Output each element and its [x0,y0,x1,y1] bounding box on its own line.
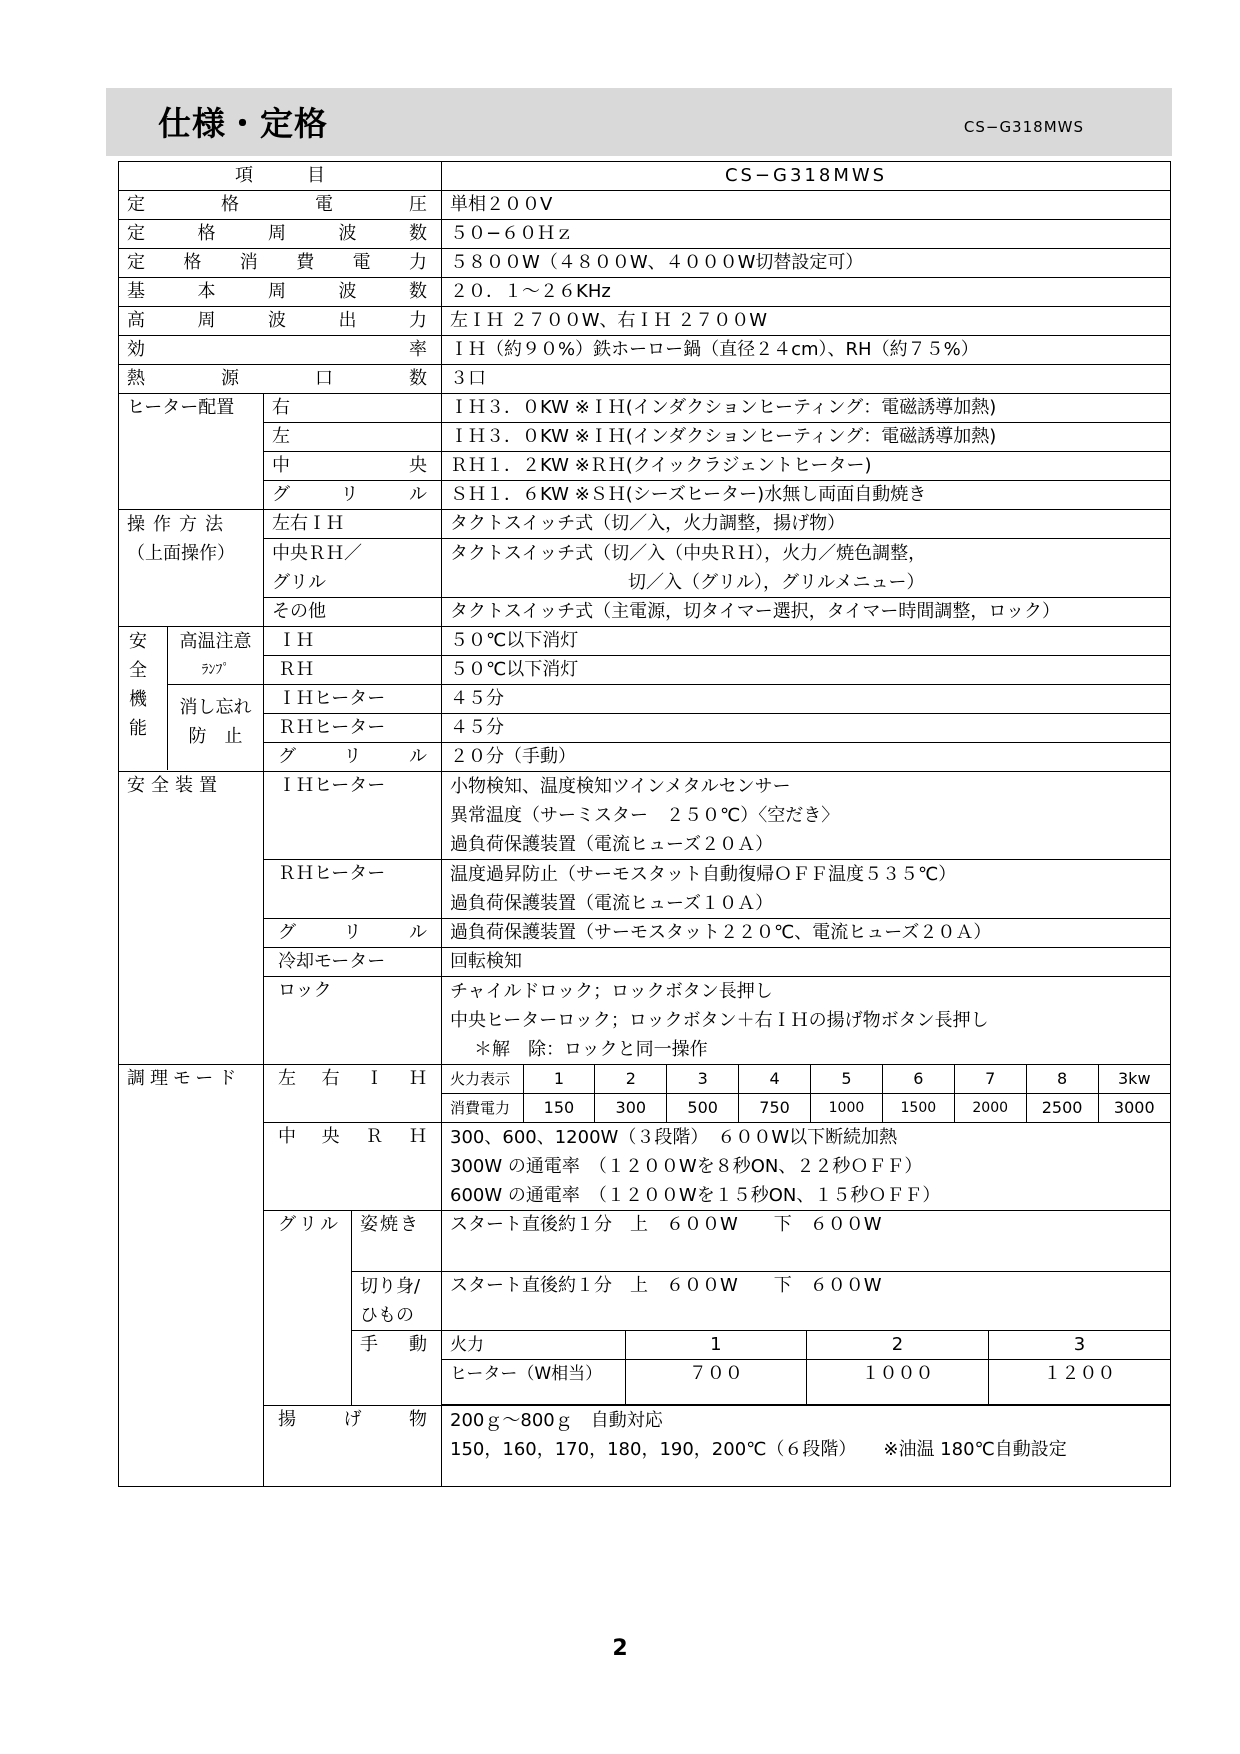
level-cell: 4 [739,1065,811,1094]
row-sublabel: 左 [264,423,442,452]
row-sublabel: グリル [264,481,442,510]
row-value: 過負荷保護装置（サーモスタット２２０℃、電流ヒューズ２０Ａ） [442,919,1171,948]
row-sublabel: グリル [264,919,442,948]
manual-watt-label: ヒーター（W相当） [442,1360,625,1405]
page-header [106,88,1172,156]
row-value: タクトスイッチ式（切／入，火力調整，揚げ物） [442,510,1171,539]
row-value: ５０−６０Ｈｚ [442,220,1171,249]
watt-label: 消費電力 [442,1094,523,1123]
manual-power-cell [442,1331,1171,1406]
header-item: 項 目 [119,162,442,191]
row-value: ３口 [442,365,1171,394]
row-sublabel: ＲＨ [264,656,442,685]
row-sublabel: ＩＨ [264,627,442,656]
row-value [442,860,1171,919]
value-line: 300、600、1200W（３段階） ６００W以下断続加熱 [450,1127,898,1148]
header-value: CS−G318MWS [442,162,1171,191]
value-line: 温度過昇防止（サーモスタット自動復帰ＯＦＦ温度５３５℃） [450,864,957,885]
table-row [119,365,1171,394]
table-row [119,1211,1171,1272]
level-row [442,1065,1170,1094]
row-value: 単相２００V [442,191,1171,220]
manual-level-cell: 1 [625,1331,807,1360]
row-sublabel: 手動 [352,1331,442,1406]
safety-dev-label: 安全装置 [119,772,264,1065]
row-sublabel: 左右ＩＨ [264,510,442,539]
watt-cell: 1000 [811,1094,883,1123]
safety-func-char: 安 [129,631,147,652]
watt-row [442,1094,1170,1123]
off-label: 消し忘れ [179,697,252,718]
row-value: タクトスイッチ式（主電源，切タイマー選択，タイマー時間調整，ロック） [442,598,1171,627]
table-row [119,919,1171,948]
row-value: ２０分（手動） [442,743,1171,772]
table-row [119,481,1171,510]
row-value [442,539,1171,598]
row-value: 左ＩＨ ２７００W、右ＩＨ ２７００W [442,307,1171,336]
row-sublabel: 揚げ物 [264,1406,442,1487]
row-sublabel [264,539,442,598]
level-cell: 6 [882,1065,954,1094]
value-line: 過負荷保護装置（電流ヒューズ２０Ａ） [450,834,774,855]
safety-func-label [119,627,264,772]
row-value: ４５分 [442,685,1171,714]
level-label: 火力表示 [442,1065,523,1094]
value-line: チャイルドロック；ロックボタン長押し [450,981,773,1002]
table-row [119,714,1171,743]
sublabel-line: 切り身/ [360,1276,421,1297]
row-value: ４５分 [442,714,1171,743]
table-row [119,423,1171,452]
sublabel-line: グリル [272,572,326,593]
watt-cell: 750 [739,1094,811,1123]
row-label: 基本周波数 [119,278,442,307]
watt-cell: 2000 [954,1094,1026,1123]
table-row [119,948,1171,977]
value-line: 600W の通電率 （１２００Wを１５秒ON、１５秒ＯＦＦ） [450,1185,941,1206]
row-sublabel: グリル [264,743,442,772]
table-row [119,336,1171,365]
level-cell: 7 [954,1065,1026,1094]
row-value [442,772,1171,860]
watt-cell: 1500 [882,1094,954,1123]
watt-cell: 3000 [1098,1094,1170,1123]
table-row [119,394,1171,423]
value-line: 300W の通電率 （１２００Wを８秒ON、２２秒ＯＦＦ） [450,1156,923,1177]
row-label: 効率 [119,336,442,365]
table-row [119,860,1171,919]
lamp-label: 高温注意 [179,631,252,652]
table-row [119,278,1171,307]
table-row [119,772,1171,860]
operation-label [119,510,264,627]
value-line: 過負荷保護装置（電流ヒューズ１０Ａ） [450,893,774,914]
row-sublabel: 左右ＩＨ [264,1065,442,1123]
row-sublabel: 冷却モーター [264,948,442,977]
level-cell: 1 [523,1065,595,1094]
row-sublabel: ロック [264,977,442,1065]
header-model: CS−G318MWS [963,118,1084,136]
lamp-label: ﾗﾝﾌﾟ [201,662,230,678]
safety-func-char: 機 [129,689,147,710]
watt-cell: 2500 [1026,1094,1098,1123]
row-sublabel: ＲＨヒーター [264,860,442,919]
level-cell: 2 [595,1065,667,1094]
safety-func-char: 全 [129,660,147,681]
row-value: ５０℃以下消灯 [442,656,1171,685]
row-sublabel: 右 [264,394,442,423]
row-value: ＩＨ３．０KW ※ＩＨ(インダクションヒーティング：電磁誘導加熱) [442,423,1171,452]
row-sublabel: ＩＨヒーター [264,685,442,714]
manual-level-row [442,1331,1170,1360]
row-sublabel: ＩＨヒーター [264,772,442,860]
watt-cell: 300 [595,1094,667,1123]
manual-level-label: 火力 [442,1331,625,1360]
heater-label: ヒーター配置 [119,394,264,510]
table-row [119,307,1171,336]
operation-label-1: 操作方法 [127,514,231,535]
safety-func-char: 能 [129,718,147,739]
value-line: タクトスイッチ式（切／入（中央ＲＨ），火力／焼色調整， [450,543,927,564]
sublabel-line: ひもの [360,1305,414,1326]
row-value: ＩＨ３．０KW ※ＩＨ(インダクションヒーティング：電磁誘導加熱) [442,394,1171,423]
table-row [119,627,1171,656]
level-cell: 5 [811,1065,883,1094]
table-row [119,539,1171,598]
manual-level-cell: 3 [988,1331,1170,1360]
table-row [119,1065,1171,1123]
manual-level-cell: 2 [807,1331,989,1360]
ih-power-cell [442,1065,1171,1123]
table-row [119,685,1171,714]
row-sublabel: 中央 [264,452,442,481]
table-row [119,743,1171,772]
row-value: ５０℃以下消灯 [442,627,1171,656]
table-row [119,249,1171,278]
table-row [119,598,1171,627]
row-label: 定格周波数 [119,220,442,249]
value-line: ＊解 除：ロックと同一操作 [474,1039,708,1060]
table-header-row [119,162,1171,191]
manual-watt-cell: １０００ [807,1360,989,1405]
table-row [119,1123,1171,1211]
ih-power-table [442,1065,1170,1122]
row-value [442,1123,1171,1211]
grill-label: グリル [264,1211,352,1406]
off-label: 防 止 [188,726,243,747]
row-label: 定格電圧 [119,191,442,220]
value-line: 150，160，170，180，190，200℃（６段階） ※油温 180℃自動設定 [450,1439,1067,1460]
row-value [442,1406,1171,1487]
row-label: 熱源口数 [119,365,442,394]
value-line: 中央ヒーターロック；ロックボタン＋右ＩＨの揚げ物ボタン長押し [450,1010,989,1031]
table-row [119,452,1171,481]
value-line: 切／入（グリル），グリルメニュー） [628,572,925,593]
table-row [119,656,1171,685]
table-row [119,220,1171,249]
watt-cell: 150 [523,1094,595,1123]
manual-watt-cell: １２００ [988,1360,1170,1405]
watt-cell: 500 [667,1094,739,1123]
row-sublabel: ＲＨヒーター [264,714,442,743]
row-value: ＲＨ１．２KW ※ＲＨ(クイックラジェントヒーター) [442,452,1171,481]
table-row [119,1406,1171,1487]
row-value: ＩＨ（約９０%）鉄ホーロー鍋（直径２４cm）、RH（約７５%） [442,336,1171,365]
level-cell: 8 [1026,1065,1098,1094]
manual-power-table [442,1331,1170,1405]
manual-watt-row [442,1360,1170,1405]
row-value: 回転検知 [442,948,1171,977]
page-title: 仕様・定格 [158,104,328,143]
row-value: スタート直後約１分 上 ６００W 下 ６００W [442,1272,1171,1331]
spec-table [118,161,1171,1487]
cooking-label: 調理モード [119,1065,264,1487]
row-sublabel: 中央ＲＨ [264,1123,442,1211]
row-value: ２０．１〜２６KHz [442,278,1171,307]
row-value: ５８００W（４８００W、４０００W切替設定可） [442,249,1171,278]
value-line: 異常温度（サーミスター ２５０℃）〈空だき〉 [450,805,840,826]
row-sublabel: 姿焼き [352,1211,442,1272]
table-row [119,191,1171,220]
value-line: スタート直後約１分 上 ６００W 下 ６００W [450,1214,882,1235]
row-value: ＳＨ１．６KW ※ＳＨ(シーズヒーター)水無し両面自動焼き [442,481,1171,510]
operation-label-2: （上面操作） [127,543,235,564]
value-line: 小物検知、温度検知ツインメタルセンサー [450,776,791,797]
row-label: 高周波出力 [119,307,442,336]
table-row [119,510,1171,539]
sublabel-line: 中央ＲＨ／ [272,543,362,564]
row-sublabel [352,1272,442,1331]
row-value [442,977,1171,1065]
row-sublabel: その他 [264,598,442,627]
value-line: 200ｇ〜800ｇ 自動対応 [450,1410,663,1431]
manual-watt-cell: ７００ [625,1360,807,1405]
level-cell: 3 [667,1065,739,1094]
level-cell: 3kw [1098,1065,1170,1094]
table-row [119,977,1171,1065]
page-number: 2 [612,1636,628,1661]
row-label: 定格消費電力 [119,249,442,278]
row-value [442,1211,1171,1272]
